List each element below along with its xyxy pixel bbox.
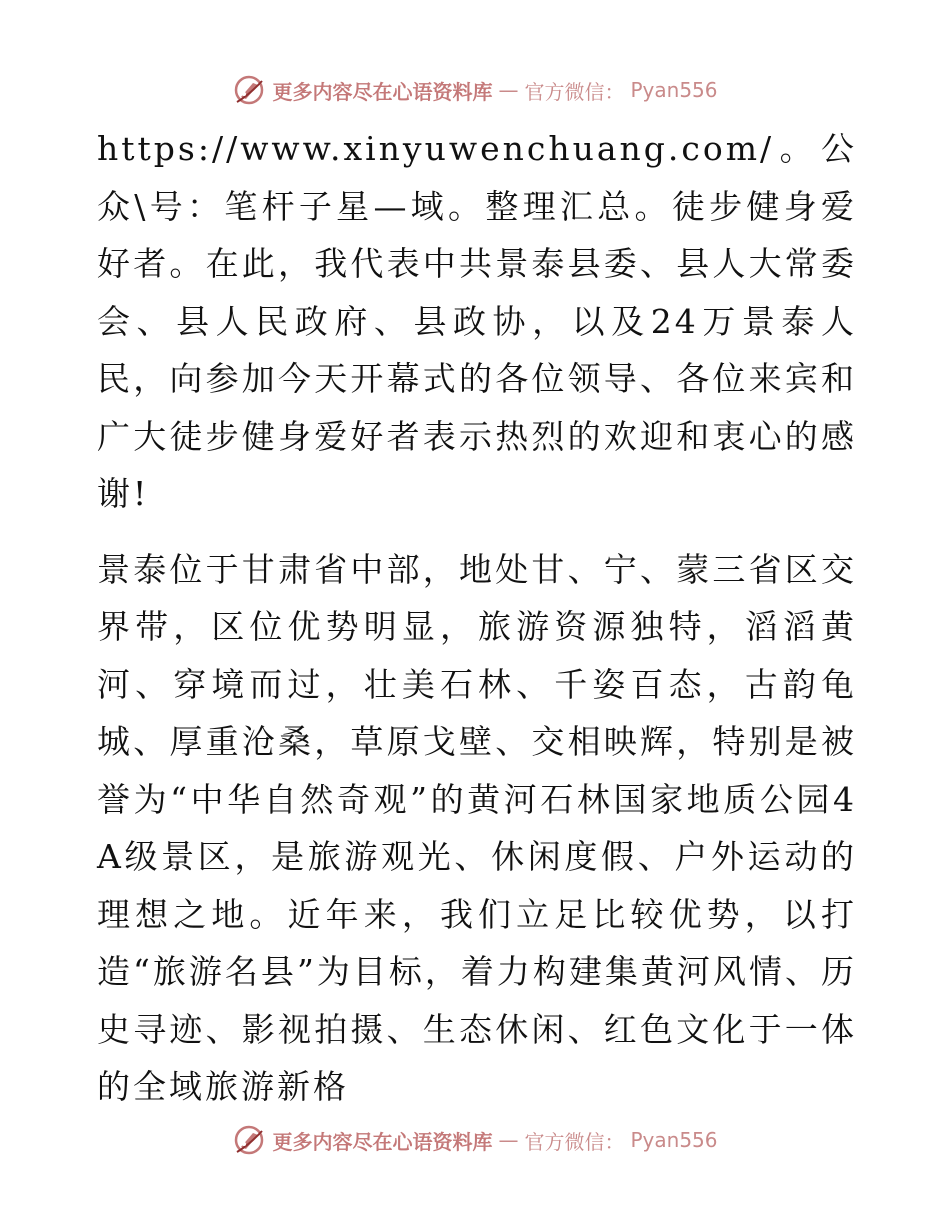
watermark-contact-label: 官方微信： (524, 1129, 625, 1154)
watermark-contact-id: Pyan556 (630, 78, 718, 102)
header-watermark (0, 70, 950, 110)
watermark-brand-text: 更多内容尽在心语资料库 (272, 79, 493, 104)
paragraph: https://www.xinyuwenchuang.com/。公众\号：笔杆子星—域。整理汇总。徒步健身爱好者。在此，我代表中共景泰县委、县人大常委会、县人民政府、县政协，以及24万景泰人民，向参加今天开幕式的各位领导、各位来宾和广大徒步健身爱好者表示热烈的欢迎和衷心的感谢! (97, 129, 857, 513)
watermark-separator: — (498, 1128, 519, 1152)
brand-logo-icon (232, 73, 266, 107)
footer-watermark (0, 1120, 950, 1160)
paragraph: 景泰位于甘肃省中部，地处甘、宁、蒙三省区交界带，区位优势明显，旅游资源独特，滔滔黄河、穿境而过，壮美石林、千姿百态，古韵龟城、厚重沧桑，草原戈壁、交相映辉，特别是被誉为“中华自然奇观”的黄河石林国家地质公园4A级景区，是旅游观光、休闲度假、户外运动的理想之地。近年来，我们立足比较优势，以打造“旅游名县”为目标，着力构建集黄河风情、历史寻迹、影视拍摄、生态休闲、红色文化于一体的全域旅游新格 (97, 549, 857, 1106)
watermark-contact-label: 官方微信： (524, 79, 625, 104)
document-body (97, 120, 857, 1116)
watermark-contact-id: Pyan556 (630, 1128, 718, 1152)
brand-logo-icon (232, 1123, 266, 1157)
watermark-separator: — (498, 78, 519, 102)
watermark-brand-text: 更多内容尽在心语资料库 (272, 1129, 493, 1154)
